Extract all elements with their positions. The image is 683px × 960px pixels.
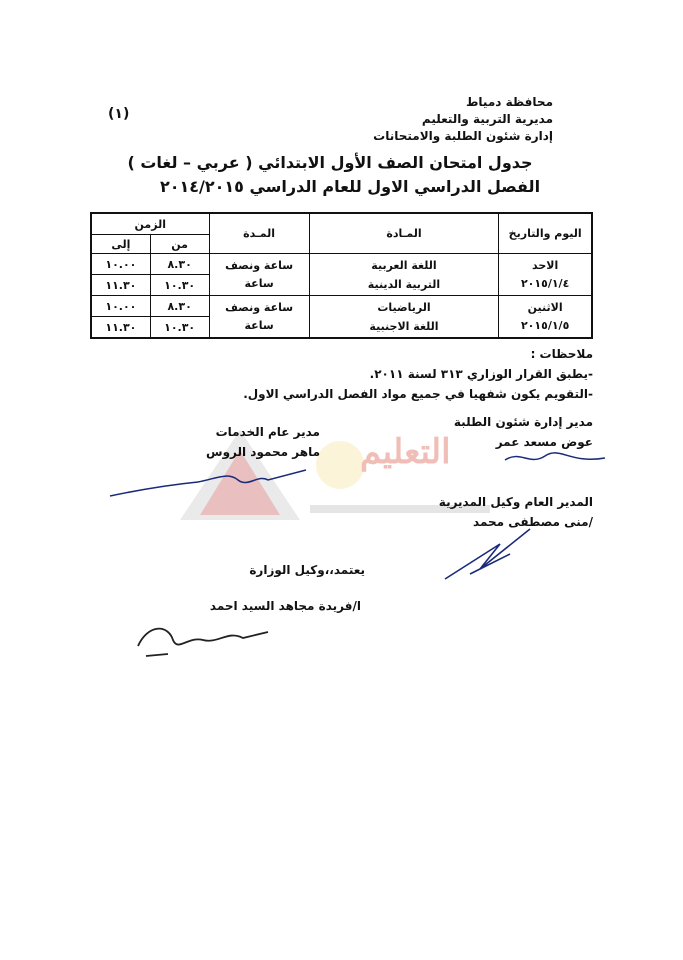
governorate-line: محافظة دمياط	[465, 95, 553, 109]
subject-label: الرياضيات	[377, 300, 431, 314]
time-to-cell: ١١.٣٠	[91, 317, 150, 339]
header-duration: المـدة	[209, 213, 309, 254]
department-line: إدارة شئون الطلبة والامتحانات	[373, 129, 553, 143]
signatory-name: عوض مسعد عمر	[495, 435, 593, 449]
note-item: -يطبق القرار الوزاري ٣١٣ لسنة ٢٠١١.	[369, 367, 593, 381]
duration-cell	[209, 254, 309, 296]
signature-scribble-icon	[108, 468, 308, 504]
letterhead	[253, 94, 553, 145]
approval-label: يعتمد،،وكيل الوزارة	[249, 563, 365, 577]
notes-section	[73, 344, 593, 404]
table-row	[91, 254, 592, 275]
day-label: الاثنين	[527, 300, 563, 314]
header-from: من	[150, 235, 209, 254]
duration-label: ساعة	[244, 276, 274, 290]
time-from-cell: ١٠.٣٠	[150, 317, 209, 339]
header-time: الزمن	[91, 213, 209, 235]
day-label: الاحد	[532, 258, 559, 272]
page-number: (١)	[108, 106, 130, 122]
date-label: ٢٠١٥/١/٤	[520, 276, 570, 290]
signatory-title: مدير عام الخدمات	[215, 425, 320, 439]
subject-cell	[309, 296, 499, 339]
note-item: -التقويم يكون شفهيا في جميع مواد الفصل الدراسي الاول.	[243, 387, 593, 401]
directorate-line: مديرية التربية والتعليم	[421, 112, 553, 126]
duration-label: ساعة	[244, 318, 274, 332]
signatory-name: /منى مصطفى محمد	[473, 515, 593, 529]
duration-cell	[209, 296, 309, 339]
time-to-cell: ١٠.٠٠	[91, 254, 150, 275]
signatory-title: المدير العام وكيل المديرية	[438, 495, 593, 509]
document-title: جدول امتحان الصف الأول الابتدائي ( عربي – لغات )	[127, 153, 533, 172]
signatory-title: مدير إدارة شئون الطلبة	[453, 415, 593, 429]
signature-students-affairs	[393, 412, 593, 452]
time-to-cell: ١٠.٠٠	[91, 296, 150, 317]
duration-label: ساعة ونصف	[225, 300, 294, 314]
watermark-text: التعليم	[360, 432, 451, 472]
time-from-cell: ٨.٣٠	[150, 296, 209, 317]
subject-label: التربية الدينية	[367, 277, 441, 291]
header-to: إلى	[91, 235, 150, 254]
signature-scribble-icon	[500, 448, 610, 468]
time-from-cell: ١٠.٣٠	[150, 275, 209, 296]
time-from-cell: ٨.٣٠	[150, 254, 209, 275]
header-day-date: اليوم والتاريخ	[499, 213, 592, 254]
subject-label: اللغة الاجنبية	[369, 319, 439, 333]
ministry-signatory-name: ا/فريدة مجاهد السيد احمد	[209, 599, 361, 613]
duration-label: ساعة ونصف	[225, 258, 294, 272]
exam-schedule-table	[90, 212, 593, 339]
time-to-cell: ١١.٣٠	[91, 275, 150, 296]
signatory-name: ماهر محمود الروس	[206, 445, 320, 459]
header-subject: المـادة	[309, 213, 499, 254]
subject-cell	[309, 254, 499, 296]
date-label: ٢٠١٥/١/٥	[520, 318, 570, 332]
day-date-cell	[499, 296, 592, 339]
signature-scribble-icon	[128, 616, 278, 660]
document-subtitle: الفصل الدراسي الاول للعام الدراسي ٢٠١٤/٢٠١٥	[159, 177, 541, 196]
subject-label: اللغة العربية	[371, 258, 437, 272]
table-row	[91, 296, 592, 317]
notes-title: ملاحظات :	[530, 347, 593, 361]
signature-scribble-icon	[440, 524, 540, 584]
day-date-cell	[499, 254, 592, 296]
signature-services	[120, 422, 320, 462]
